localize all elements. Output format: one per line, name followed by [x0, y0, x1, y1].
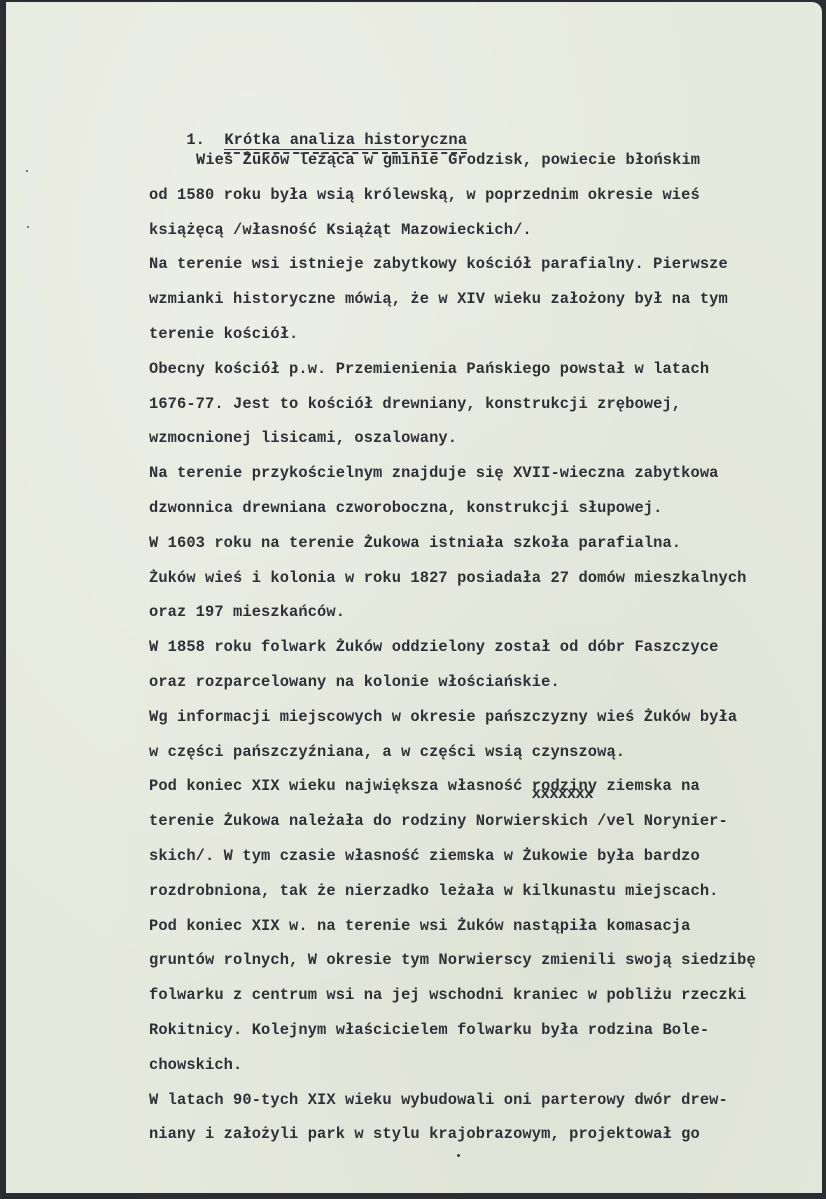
text-line: Wieś Żuków leżąca w gminie Grodzisk, powiecie błońskim	[196, 151, 701, 169]
text-line: Wg informacji miejscowych w okresie pańszczyzny wieś Żuków była	[149, 707, 738, 726]
text-line: niany i założyli park w stylu krajobrazowym, projektował go	[149, 1125, 700, 1144]
paper-speck	[27, 226, 29, 228]
text-segment: ziemska na	[597, 777, 700, 796]
text-line: Rokitnicy. Kolejnym właścicielem folwarku była rodzina Bole-	[149, 1020, 710, 1039]
page-marker-dot	[457, 1154, 460, 1157]
text-line: folwarku z centrum wsi na jej wschodni kraniec w pobliżu rzeczki	[149, 986, 747, 1005]
text-line: 1676-77. Jest to kościół drewniany, konstrukcji zrębowej,	[149, 394, 682, 413]
text-line: książęcą /własność Książąt Mazowieckich/.	[149, 220, 532, 239]
text-line: dzwonnica drewniana czworoboczna, konstrukcji słupowej.	[149, 498, 663, 517]
text-line: w części pańszczyźniana, a w części wsią czynszową.	[149, 742, 626, 761]
text-line: wzmianki historyczne mówią, że w XIV wieku założony był na tym	[149, 290, 728, 309]
section-title: Krótka analiza historyczna	[224, 122, 467, 158]
text-line: rozdrobniona, tak że nierzadko leżała w kilkunastu miejscach.	[149, 881, 719, 900]
text-line: Obecny kościół p.w. Przemienienia Pańskiego powstał w latach	[149, 359, 710, 378]
text-line: W 1858 roku folwark Żuków oddzielony został od dóbr Faszczyce	[149, 638, 719, 657]
text-line: oraz rozparcelowany na kolonie włościańskie.	[149, 672, 560, 691]
text-line: Pod koniec XIX w. na terenie wsi Żuków nastąpiła komasacja	[149, 916, 691, 935]
text-line: W 1603 roku na terenie Żukowa istniała szkoła parafialna.	[149, 533, 682, 552]
text-line: chowskich.	[149, 1055, 243, 1074]
text-line: od 1580 roku była wsią królewską, w poprzednim okresie wieś	[149, 185, 700, 204]
struck-out-word: rodziny xxxxxxx	[532, 777, 597, 795]
text-line: wzmocnionej lisicami, oszalowany.	[149, 429, 458, 448]
document-body	[149, 86, 809, 1152]
text-line: terenie kościół.	[149, 324, 299, 343]
text-line-with-strikeout	[149, 769, 809, 804]
text-line: Żuków wieś i kolonia w roku 1827 posiadała 27 domów mieszkalnych	[149, 568, 747, 587]
text-line: Na terenie wsi istnieje zabytkowy kościół parafialny. Pierwsze	[149, 255, 728, 274]
text-line: oraz 197 mieszkańców.	[149, 603, 346, 622]
paper-speck	[26, 170, 28, 172]
section-number: 1.	[186, 131, 206, 149]
text-line: terenie Żukowa należała do rodziny Norwierskich /vel Norynier-	[149, 812, 728, 831]
text-line: gruntów rolnych, W okresie tym Norwierscy zmienili swoją siedzibę	[149, 951, 756, 970]
text-line: Na terenie przykościelnym znajduje się XVII-wieczna zabytkowa	[149, 464, 719, 483]
section-heading	[149, 86, 809, 149]
text-line: skich/. W tym czasie własność ziemska w Żukowie była bardzo	[149, 846, 700, 865]
text-line: W latach 90-tych XIX wieku wybudowali oni parterowy dwór drew-	[149, 1090, 728, 1109]
text-segment: Pod koniec XIX wieku największa własność	[149, 777, 532, 796]
